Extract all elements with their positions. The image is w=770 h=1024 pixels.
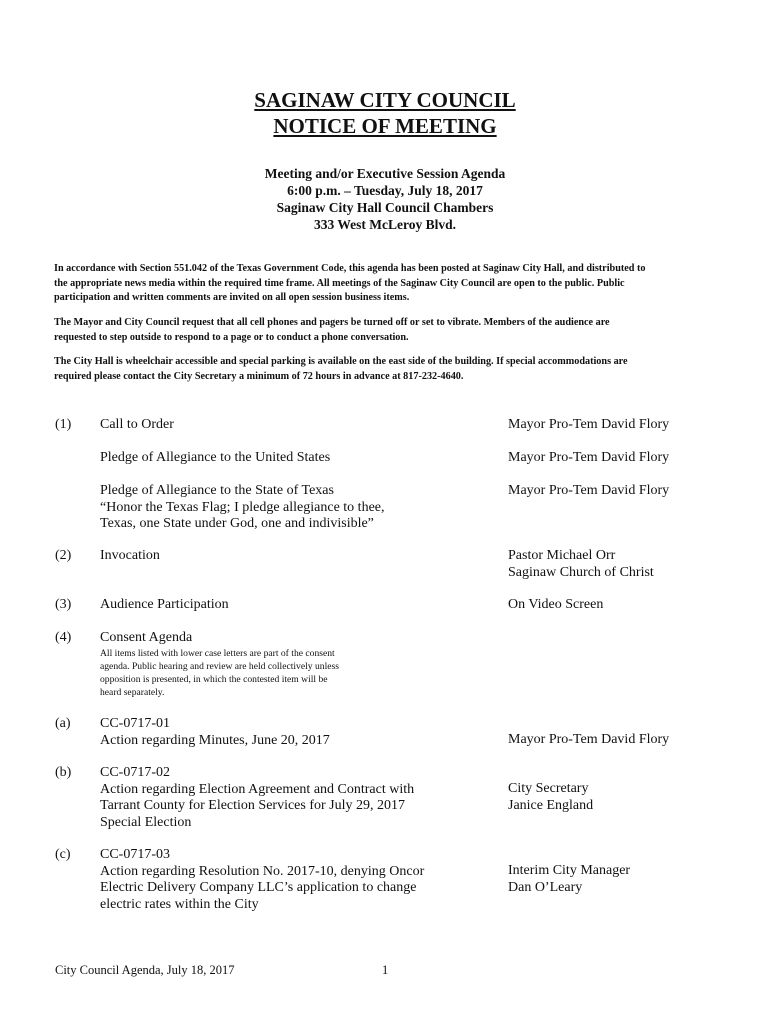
note-line: agenda. Public hearing and review are held collectively unless bbox=[100, 661, 339, 672]
presenter-line: Janice England bbox=[508, 797, 594, 813]
agenda-item-consent-agenda: Consent Agenda bbox=[100, 630, 193, 645]
item-line: Action regarding Election Agreement and Contract with bbox=[100, 781, 415, 797]
presenter: Mayor Pro-Tem David Flory bbox=[508, 450, 670, 465]
agenda-item-letter: (a) bbox=[55, 716, 71, 731]
notice-phones-paragraph bbox=[54, 316, 719, 345]
presenter: On Video Screen bbox=[508, 597, 604, 612]
agenda-item-a bbox=[100, 716, 330, 749]
item-line: Tarrant County for Election Services for July 29, 2017 bbox=[100, 798, 406, 813]
document-subtitle-notice: NOTICE OF MEETING bbox=[273, 114, 497, 138]
presenter-line: Saginaw Church of Christ bbox=[508, 564, 654, 580]
presenter bbox=[508, 781, 593, 814]
presenter-line: Pastor Michael Orr bbox=[508, 548, 616, 563]
notice-line: The City Hall is wheelchair accessible and special parking is available on the east side of the building. If special accommodations are bbox=[54, 356, 628, 367]
agenda-item-number: (3) bbox=[55, 597, 72, 612]
agenda-item-number: (1) bbox=[55, 417, 72, 432]
notice-line: required please contact the City Secretary a minimum of 72 hours in advance at 817-232-4640. bbox=[54, 370, 464, 382]
presenter: Mayor Pro-Tem David Flory bbox=[508, 483, 670, 498]
item-line: Action regarding Minutes, June 20, 2017 bbox=[100, 732, 330, 748]
footer-title: City Council Agenda, July 18, 2017 bbox=[55, 963, 235, 977]
item-line: Pledge of Allegiance to the State of Texas bbox=[100, 483, 334, 498]
agenda-item-audience-participation: Audience Participation bbox=[100, 597, 229, 612]
notice-posting-paragraph bbox=[54, 262, 719, 306]
presenter: Mayor Pro-Tem David Flory bbox=[508, 417, 670, 432]
presenter-line: Interim City Manager bbox=[508, 863, 631, 878]
notice-line: the appropriate news media within the required time frame. All meetings of the Saginaw City Council are open to the public. Public bbox=[54, 277, 625, 289]
agenda-item-invocation: Invocation bbox=[100, 548, 160, 563]
note-line: heard separately. bbox=[100, 687, 165, 698]
agenda-item-b bbox=[100, 765, 414, 831]
presenter bbox=[508, 548, 654, 581]
note-line: All items listed with lower case letters are part of the consent bbox=[100, 648, 335, 659]
note-line: opposition is presented, in which the contested item will be bbox=[100, 674, 328, 685]
notice-line: requested to step outside to respond to a page or to conduct a phone conversation. bbox=[54, 331, 409, 343]
agenda-item-number: (4) bbox=[55, 630, 72, 645]
item-line: CC-0717-02 bbox=[100, 765, 170, 780]
item-line: CC-0717-03 bbox=[100, 847, 170, 862]
presenter-line: Dan O’Leary bbox=[508, 879, 583, 895]
agenda-item-number: (2) bbox=[55, 548, 72, 563]
presenter-line: City Secretary bbox=[508, 781, 589, 796]
notice-line: participation and written comments are invited on all open session business items. bbox=[54, 292, 410, 303]
agenda-item-letter: (b) bbox=[55, 765, 72, 780]
agenda-item-pledge-us: Pledge of Allegiance to the United States bbox=[100, 450, 331, 465]
item-line: Electric Delivery Company LLC’s application to change bbox=[100, 880, 417, 895]
notice-line: The Mayor and City Council request that all cell phones and pagers be turned off or set to vibrate. Members of the audience are bbox=[54, 317, 610, 328]
presenter: Mayor Pro-Tem David Flory bbox=[508, 732, 670, 747]
meeting-location: Saginaw City Hall Council Chambers bbox=[276, 200, 494, 215]
item-line: Texas, one State under God, one and indivisible” bbox=[100, 516, 374, 531]
presenter bbox=[508, 863, 630, 896]
meeting-type: Meeting and/or Executive Session Agenda bbox=[264, 166, 506, 181]
item-line: Special Election bbox=[100, 814, 192, 830]
agenda-item-call-to-order: Call to Order bbox=[100, 417, 174, 432]
notice-accessibility-paragraph bbox=[54, 355, 719, 384]
meeting-address: 333 West McLeroy Blvd. bbox=[314, 217, 456, 232]
item-line: “Honor the Texas Flag; I pledge allegiance to thee, bbox=[100, 499, 385, 515]
item-line: Action regarding Resolution No. 2017-10, denying Oncor bbox=[100, 863, 425, 879]
agenda-item-pledge-texas bbox=[100, 483, 385, 533]
meeting-time: 6:00 p.m. – Tuesday, July 18, 2017 bbox=[287, 183, 483, 198]
notice-line: In accordance with Section 551.042 of the Texas Government Code, this agenda has been posted at Saginaw City Hall, and distributed to bbox=[54, 263, 646, 274]
page-number: 1 bbox=[382, 963, 389, 977]
agenda-item-c bbox=[100, 847, 424, 913]
item-line: electric rates within the City bbox=[100, 896, 259, 912]
consent-agenda-note bbox=[100, 647, 339, 699]
item-line: CC-0717-01 bbox=[100, 716, 170, 731]
agenda-item-letter: (c) bbox=[55, 847, 71, 862]
document-title: SAGINAW CITY COUNCIL bbox=[254, 88, 516, 112]
